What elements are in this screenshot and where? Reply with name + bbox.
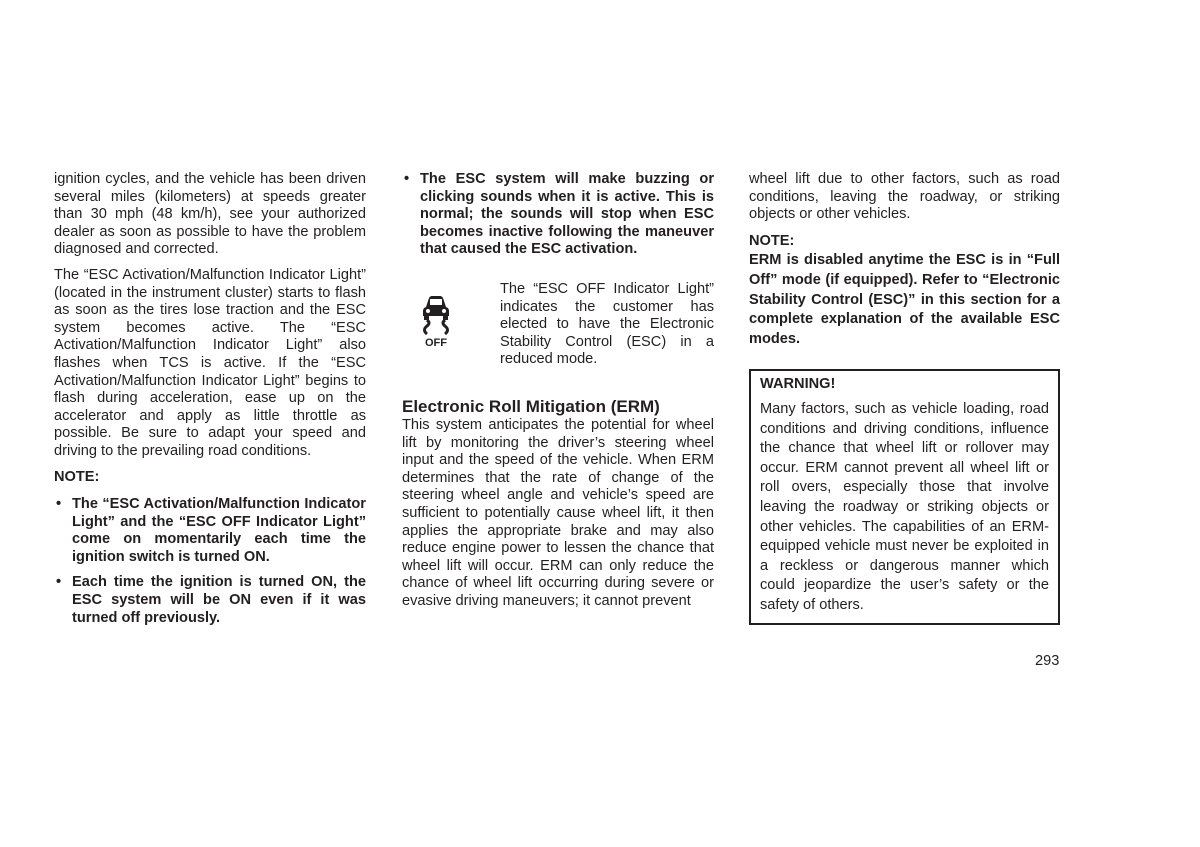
warning-box	[749, 369, 1060, 625]
esc-off-icon-label: OFF	[425, 336, 447, 347]
indicator-description: The “ESC OFF Indicator Light” indicates the customer has elected to have the Electronic Stability Control (ESC) in a reduced mode.	[500, 280, 714, 368]
section-heading: Electronic Roll Mitigation (ERM)	[402, 396, 660, 416]
bullet-item: • The ESC system will make buzzing or clicking sounds when it is active. This is normal; the sounds will stop when ESC becomes inactive following the maneuver that caused the ESC activation.	[402, 171, 714, 259]
paragraph: This system anticipates the potential for wheel lift by monitoring the driver’s steering wheel input and the speed of the vehicle. When ERM determines that the rate of change of the steering wheel angle and vehicle’s speed are sufficient to potentially cause wheel lift, it then applies the appropriate brake and may also reduce engine power to lessen the chance that wheel lift will occur. ERM can only reduce the chance of wheel lift occurring during severe or evasive driving maneuvers; it cannot prevent	[402, 416, 714, 609]
warning-text: Many factors, such as vehicle loading, road conditions and driving conditions, influence the chance that wheel lift or rollover may occur. ERM cannot prevent all wheel lift or roll overs, especially those that involve leaving the roadway or striking objects or other vehicles. The capabilities of an ERM-equipped vehicle must never be exploited in a reckless or dangerous manner which could jeopardize the user’s safety or the safety of others.	[760, 400, 1049, 613]
warning-title: WARNING!	[760, 376, 836, 393]
note-label: NOTE:	[749, 232, 795, 249]
page-number: 293	[1035, 653, 1060, 669]
esc-off-indicator-block	[402, 281, 714, 369]
left-column	[54, 171, 366, 635]
paragraph: wheel lift due to other factors, such as road conditions, leaving the roadway, or striking objects or other vehicles.	[749, 171, 1060, 223]
note-bullet-list	[54, 496, 366, 627]
bullet-item: • The “ESC Activation/Malfunction Indicator Light” and the “ESC OFF Indicator Light” come on momentarily each time the ignition switch is turned ON.	[54, 496, 366, 566]
bullet-list	[402, 171, 714, 259]
paragraph: The “ESC Activation/Malfunction Indicator Light” (located in the instrument cluster) starts to flash as soon as the tires lose traction and the ESC system becomes active. The “ESC Activation/Malfunction Indicator Light” also flashes when TCS is active. If the “ESC Activation/Malfunction Indicator Light” begins to flash during acceleration, ease up on the accelerator and apply as little throttle as possible. Be sure to adapt your speed and driving to the prevailing road conditions.	[54, 266, 366, 459]
esc-off-icon	[418, 291, 454, 347]
bullet-item: • Each time the ignition is turned ON, the ESC system will be ON even if it was turned off previously.	[54, 574, 366, 627]
note-label: NOTE:	[54, 468, 100, 485]
middle-column	[402, 171, 714, 610]
right-column	[749, 171, 1060, 625]
paragraph: ignition cycles, and the vehicle has been driven several miles (kilometers) at speeds greater than 30 mph (48 km/h), see your authorized dealer as soon as possible to have the problem diagnosed and corrected.	[54, 171, 366, 258]
note-text: ERM is disabled anytime the ESC is in “Full Off” mode (if equipped). Refer to “Electronic Stability Control (ESC)” in this section for a complete explanation of the available ESC modes.	[749, 252, 1060, 347]
